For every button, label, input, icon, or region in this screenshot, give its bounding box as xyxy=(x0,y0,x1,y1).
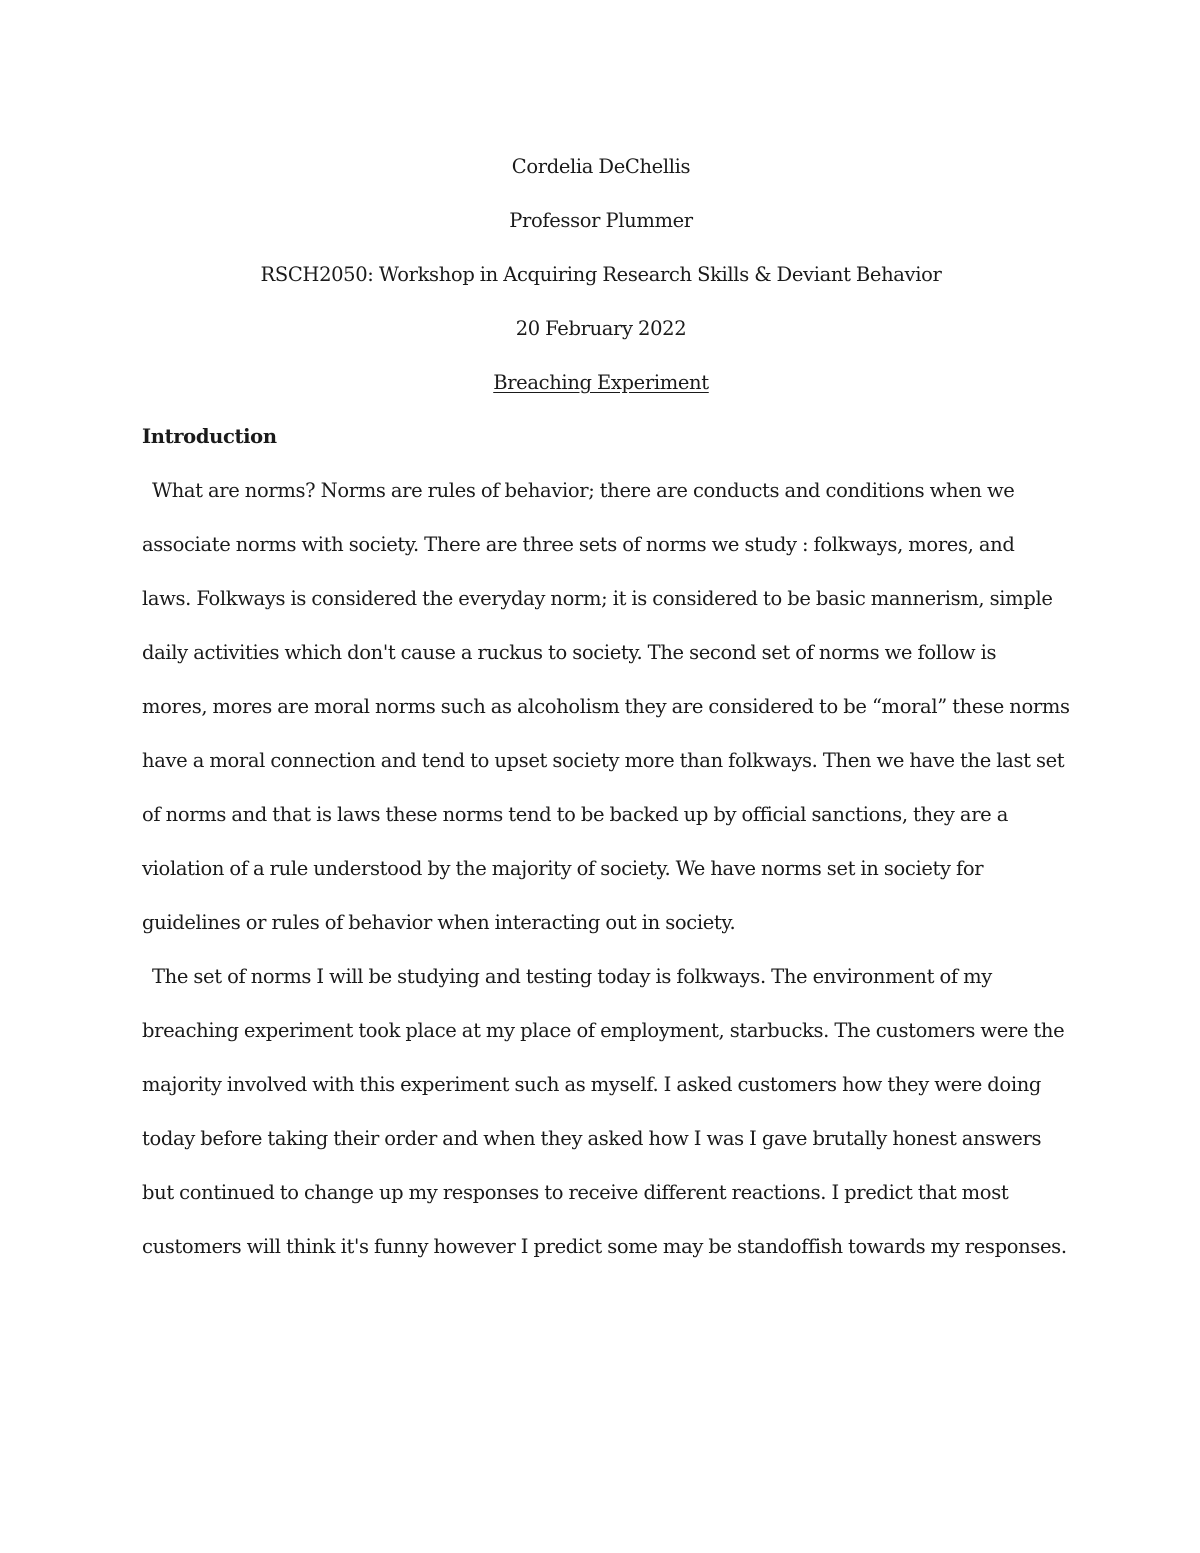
professor-name: Professor Plummer xyxy=(509,209,693,232)
paragraph-line: daily activities which don't cause a ruckus to society. The second set of norms we follow is xyxy=(142,641,997,664)
paragraph-line: today before taking their order and when they asked how I was I gave brutally honest answers xyxy=(142,1127,1042,1150)
document-title-text: Breaching Experiment xyxy=(493,371,709,394)
paragraph-line: mores, mores are moral norms such as alcoholism they are considered to be “moral” these norms xyxy=(142,695,1070,718)
paragraph-line: laws. Folkways is considered the everyday norm; it is considered to be basic mannerism, simple xyxy=(142,587,1053,610)
paragraph-line: The set of norms I will be studying and testing today is folkways. The environment of my xyxy=(152,965,992,988)
paragraph-line: associate norms with society. There are three sets of norms we study : folkways, mores, and xyxy=(142,533,1015,556)
author-name: Cordelia DeChellis xyxy=(511,155,691,178)
course-name: RSCH2050: Workshop in Acquiring Research Skills & Deviant Behavior xyxy=(260,263,942,286)
document-title xyxy=(142,356,1060,410)
paragraph-line: guidelines or rules of behavior when interacting out in society. xyxy=(142,911,736,934)
paragraph-line: majority involved with this experiment such as myself. I asked customers how they were doing xyxy=(142,1073,1042,1096)
paragraph-line: but continued to change up my responses to receive different reactions. I predict that most xyxy=(142,1181,1009,1204)
section-heading-introduction: Introduction xyxy=(142,425,277,448)
paragraph-line: violation of a rule understood by the majority of society. We have norms set in society for xyxy=(142,857,984,880)
paragraph-1 xyxy=(142,464,1070,950)
paragraph-line: have a moral connection and tend to upset society more than folkways. Then we have the last set xyxy=(142,749,1065,772)
paragraph-line: customers will think it's funny however I predict some may be standoffish towards my responses. xyxy=(142,1235,1067,1258)
paragraph-2 xyxy=(142,950,1067,1274)
document-body xyxy=(142,140,1070,1274)
paragraph-line: breaching experiment took place at my place of employment, starbucks. The customers were the xyxy=(142,1019,1065,1042)
document-date: 20 February 2022 xyxy=(515,317,687,340)
paragraph-line: of norms and that is laws these norms tend to be backed up by official sanctions, they are a xyxy=(142,803,1008,826)
paragraph-line: What are norms? Norms are rules of behavior; there are conducts and conditions when we xyxy=(152,479,1015,502)
